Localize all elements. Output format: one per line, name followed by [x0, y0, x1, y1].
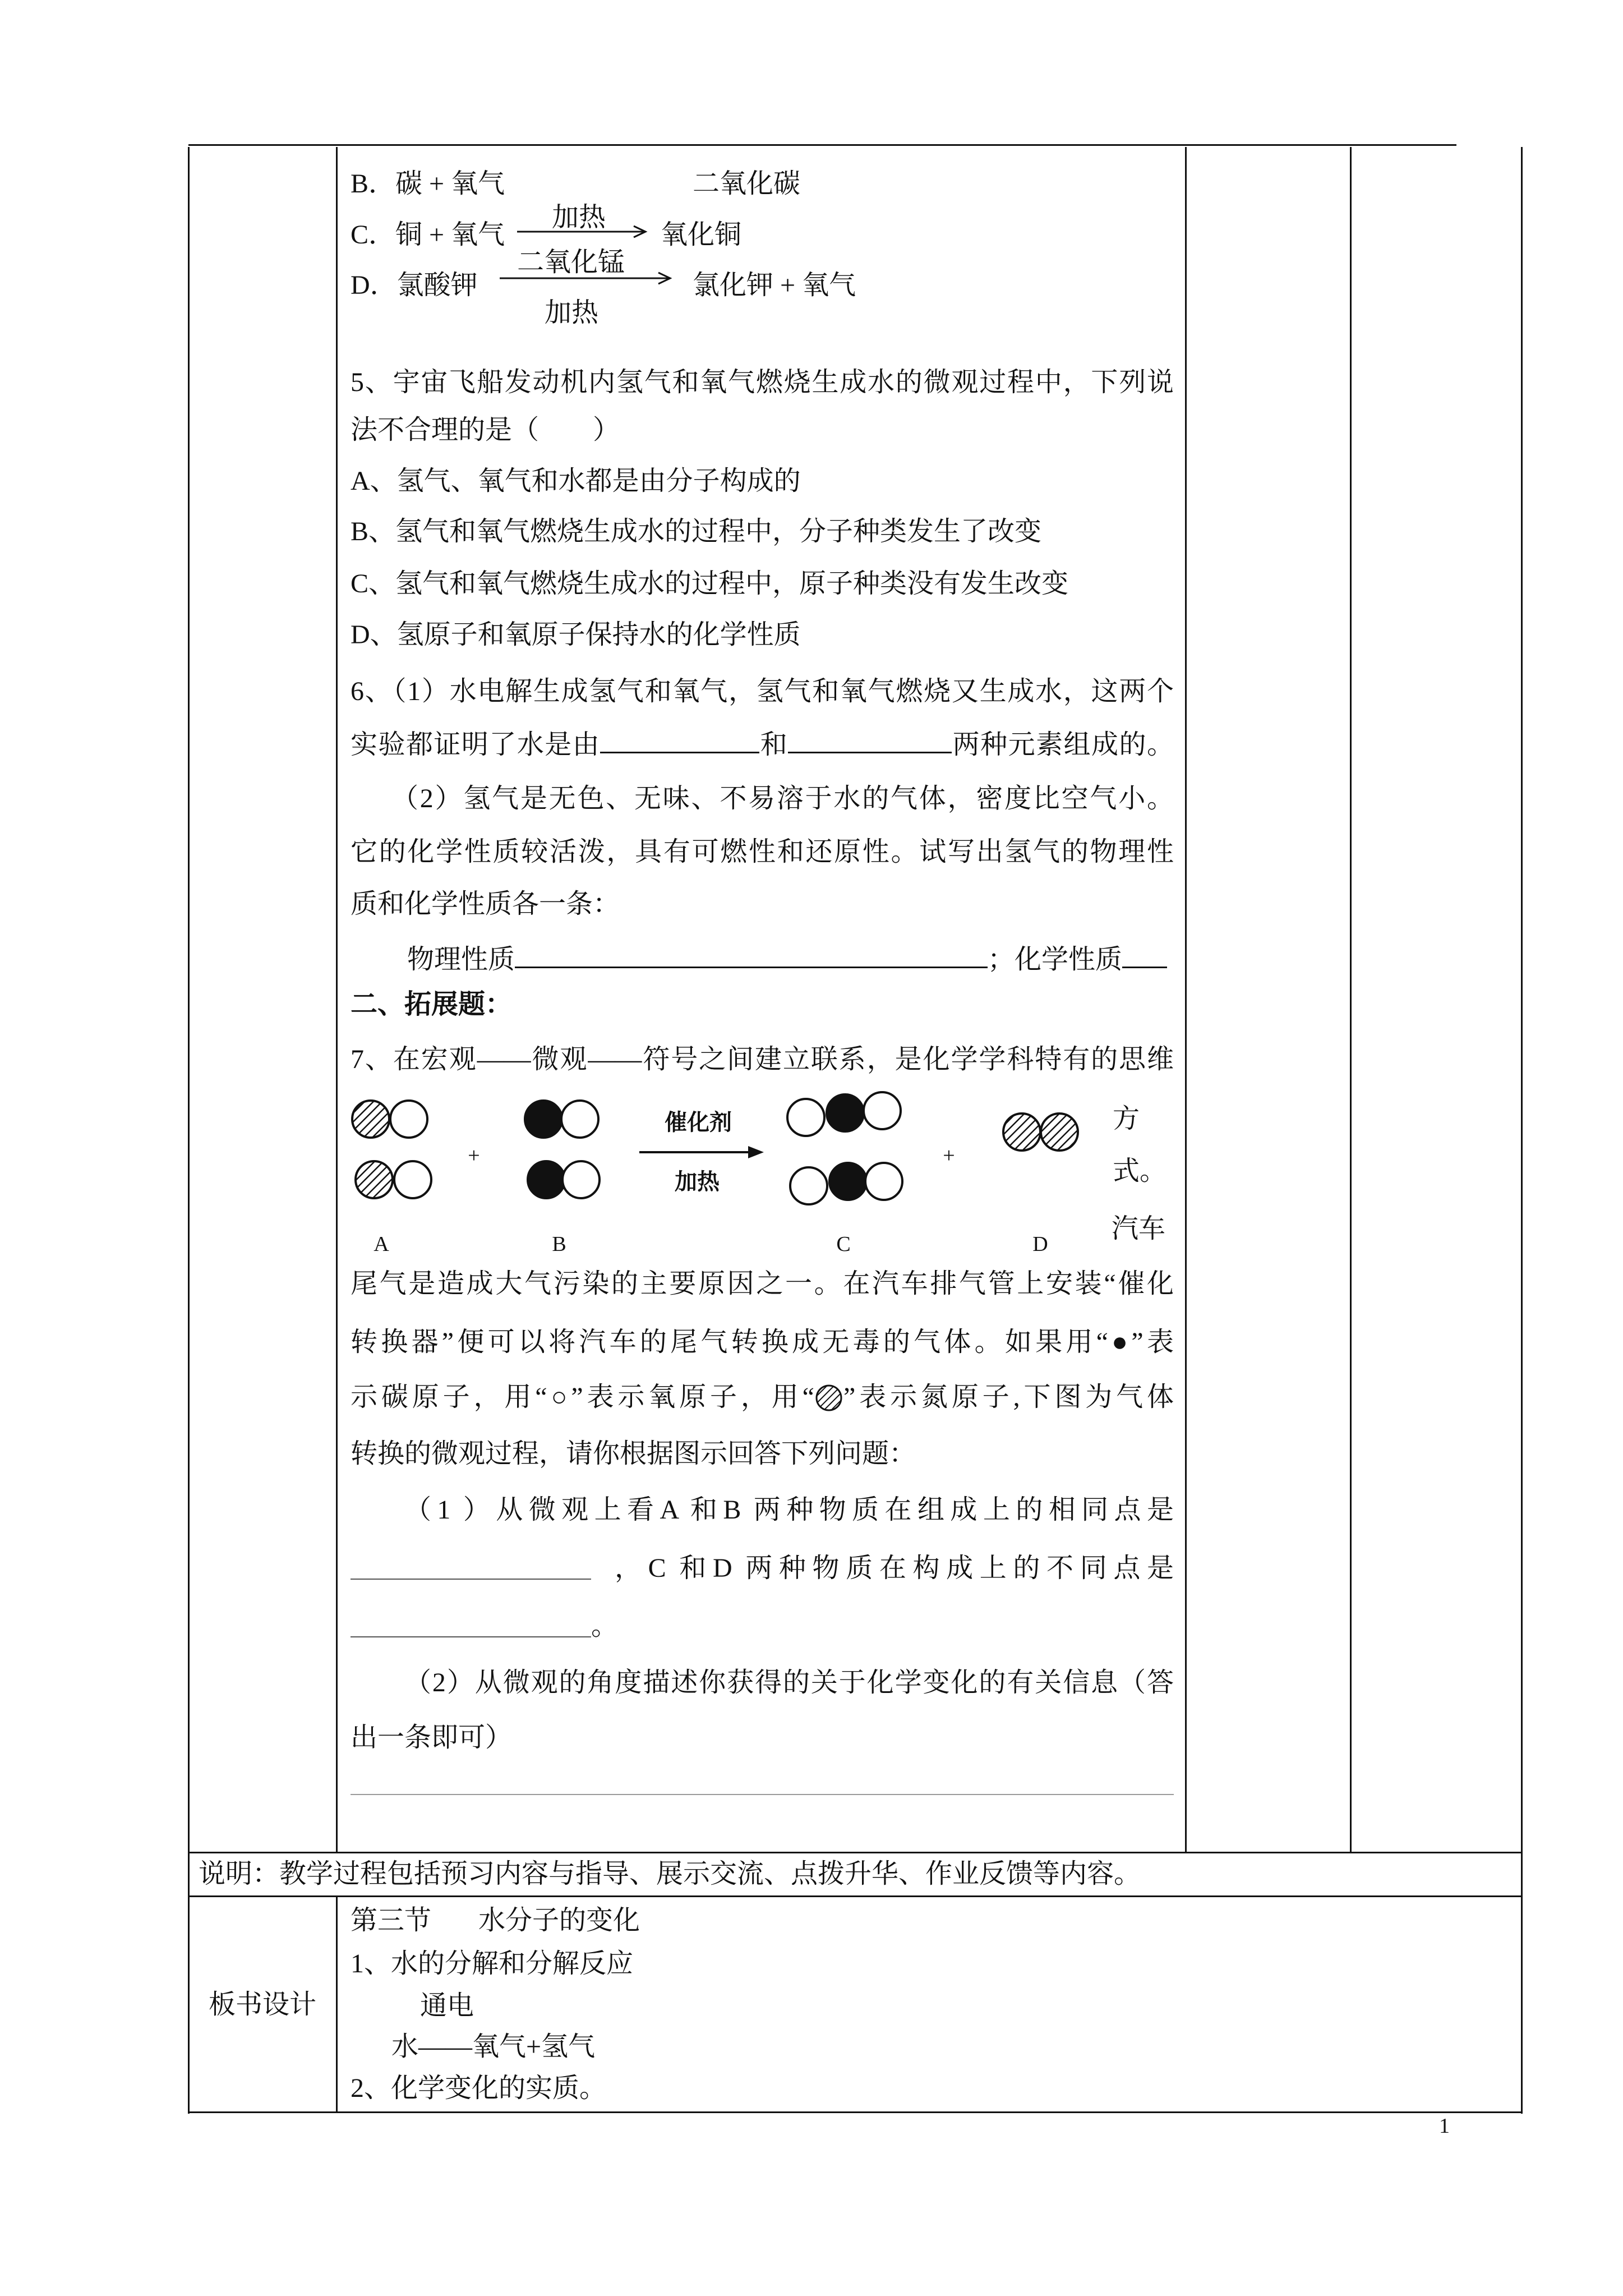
q6-answer-line: [407, 943, 1186, 977]
carbon-atom: [528, 1161, 565, 1198]
q6-part1-fill-line: [351, 728, 1174, 762]
table-row-rule-main: [188, 1852, 1523, 1853]
q7-intro-wrap: 方: [1113, 1104, 1140, 1134]
page-number: 1: [1439, 2114, 1450, 2138]
q7-sub2-line: （2）从微观的角度描述你获得的关于化学变化的有关信息（答: [404, 1668, 1174, 1697]
board-item: 1、水的分解和分解反应: [351, 1949, 634, 1978]
oxygen-atom: [787, 1099, 824, 1136]
header-rule: [188, 144, 1456, 146]
q5-option-b: B、氢气和氧气燃烧生成水的过程中，分子种类发生了改变: [351, 517, 1042, 546]
q7-intro-wrap: 式。: [1113, 1156, 1167, 1186]
answer-blank: [788, 729, 952, 753]
board-equation-condition: 通电: [420, 1991, 474, 2021]
oxygen-atom: [864, 1092, 901, 1129]
plus-sign: +: [943, 1144, 955, 1167]
hatched-circle-icon: [814, 1383, 843, 1412]
q6-fill-text-middle: 和: [759, 730, 789, 760]
q5-stem-line: 法不合理的是（ ）: [351, 415, 620, 445]
molecule: [356, 1161, 431, 1198]
q6-part2-line: 它的化学性质较活泼，具有可燃性和还原性。试写出氢气的物理性: [351, 837, 1174, 867]
plus-sign: +: [468, 1144, 480, 1167]
table-left-border: [188, 147, 190, 2114]
answer-blank: [351, 1579, 591, 1580]
oxygen-atom: [561, 1101, 598, 1138]
answer-blank: [600, 729, 759, 753]
molecule: [787, 1092, 901, 1136]
q4-option-c-reactants: C．铜 + 氧气: [351, 220, 505, 250]
answer-writing-line: [351, 1794, 1174, 1795]
substance-b: [525, 1101, 600, 1256]
q6-part1-line: 6、（1）水电解生成氢气和氧气，氢气和氧气燃烧又生成水，这两个: [351, 677, 1174, 706]
legend-text-before: 示碳原子，用“○”表示氧原子，用“: [351, 1382, 814, 1412]
reaction-arrow-head: [748, 1146, 764, 1158]
q6-part2-line: （2）氢气是无色、无味、不易溶于水的气体，密度比空气小。: [391, 784, 1174, 813]
substance-label-c: C: [836, 1232, 851, 1256]
q7-legend-line: [351, 1381, 1174, 1414]
heating-label: 加热: [675, 1169, 720, 1194]
section-heading: 二、拓展题：: [351, 990, 513, 1019]
q4-option-b-reactants: B．碳 + 氧气: [351, 169, 505, 199]
table-right-border: [1521, 147, 1523, 2114]
physical-property-label: 物理性质: [407, 945, 515, 974]
q5-stem-line: 5、宇宙飞船发动机内氢气和氧气燃烧生成水的微观过程中，下列说: [351, 367, 1174, 397]
molecule: [528, 1161, 600, 1198]
oxygen-atom: [394, 1161, 431, 1198]
table-row-rule-note: [188, 1895, 1523, 1897]
oxygen-atom: [790, 1167, 827, 1204]
table-bottom-border: [188, 2111, 1523, 2113]
substance-label-a: A: [374, 1232, 389, 1256]
q4-option-b-products: 二氧化碳: [693, 169, 801, 199]
q5-option-c: C、氢气和氧气燃烧生成水的过程中，原子种类没有发生改变: [351, 569, 1069, 599]
table-column-divider-content: [1185, 147, 1187, 1852]
oxygen-atom: [865, 1163, 902, 1200]
oxygen-atom: [562, 1161, 600, 1198]
substance-label-b: B: [552, 1232, 566, 1256]
reaction-condition-arrow: [639, 1110, 764, 1194]
q7-sub2-line: 出一条即可）: [351, 1723, 513, 1752]
q7-sub1-line: ，C 和D 两种物质在构成上的不同点是: [615, 1553, 1174, 1583]
table-column-divider-notes: [1350, 147, 1352, 1852]
q7-closing-line: 转换的微观过程，请你根据图示回答下列问题：: [351, 1439, 916, 1469]
board-item: 2、化学变化的实质。: [351, 2073, 607, 2103]
q4-option-d-reactants: D．氯酸钾: [351, 270, 478, 300]
q7-intro-wrap: 汽车: [1112, 1214, 1166, 1244]
molecule: [790, 1163, 902, 1204]
board-section-title: 水分子的变化: [478, 1906, 640, 1935]
q6-fill-text-before: 实验都证明了水是由: [351, 730, 601, 760]
q4-option-d-condition: 加热: [545, 298, 599, 328]
substance-label-d: D: [1032, 1232, 1048, 1256]
molecule: [352, 1101, 427, 1138]
substance-a: [352, 1101, 431, 1256]
nitrogen-atom: [1003, 1114, 1040, 1151]
q4-option-d-products: 氯化钾 + 氧气: [693, 270, 856, 300]
reaction-arrow: [517, 224, 647, 240]
substance-c: [787, 1092, 902, 1256]
q4-option-c-products: 氧化铜: [661, 220, 742, 250]
q7-sub1-line: 。: [591, 1611, 619, 1641]
answer-blank: [515, 944, 988, 968]
substance-d: [1003, 1114, 1078, 1256]
nitrogen-atom: [352, 1101, 389, 1138]
molecule: [525, 1101, 598, 1138]
catalyst-label: 催化剂: [665, 1110, 732, 1135]
nitrogen-atom: [1041, 1114, 1078, 1151]
answer-blank: [351, 1636, 591, 1637]
board-equation: 水——氧气+氢气: [391, 2032, 596, 2062]
answer-blank: [1122, 944, 1167, 968]
q6-part2-line: 质和化学性质各一条：: [351, 889, 620, 919]
board-section-number: 第三节: [351, 1906, 432, 1935]
q4-option-d-catalyst: 二氧化锰: [517, 247, 625, 277]
board-design-label: 板书设计: [208, 1990, 316, 2019]
note-row-text: 说明：教学过程包括预习内容与指导、展示交流、点拨升华、作业反馈等内容。: [199, 1859, 1141, 1889]
q7-sub1-line: （1 ）从微观上看A 和B 两种物质在组成上的相同点是: [404, 1495, 1174, 1525]
q7-intro-line: 7、在宏观——微观——符号之间建立联系，是化学学科特有的思维: [351, 1045, 1174, 1074]
molecule: [1003, 1114, 1078, 1151]
q7-body-line: 转换器”便可以将汽车的尾气转换成无毒的气体。如果用“●”表: [351, 1327, 1174, 1357]
q5-option-a: A、氢气、氧气和水都是由分子构成的: [351, 466, 801, 496]
nitrogen-atom: [356, 1161, 393, 1198]
q7-body-line: 尾气是造成大气污染的主要原因之一。在汽车排气管上安装“催化: [351, 1269, 1174, 1299]
carbon-atom: [827, 1094, 864, 1131]
molecule-reaction-diagram: [348, 1083, 1099, 1268]
table-column-divider-label: [336, 147, 338, 1852]
carbon-atom: [525, 1101, 562, 1138]
carbon-atom: [829, 1163, 866, 1200]
reaction-arrow: [500, 270, 672, 286]
chemical-property-label: ；化学性质: [988, 945, 1123, 974]
q6-fill-text-after: 两种元素组成的。: [952, 730, 1174, 760]
oxygen-atom: [390, 1101, 427, 1138]
q4-option-c-condition: 加热: [552, 203, 606, 232]
q5-option-d: D、氢原子和氧原子保持水的化学性质: [351, 620, 801, 650]
legend-text-after: ”表示氮原子,下图为气体: [843, 1382, 1174, 1412]
